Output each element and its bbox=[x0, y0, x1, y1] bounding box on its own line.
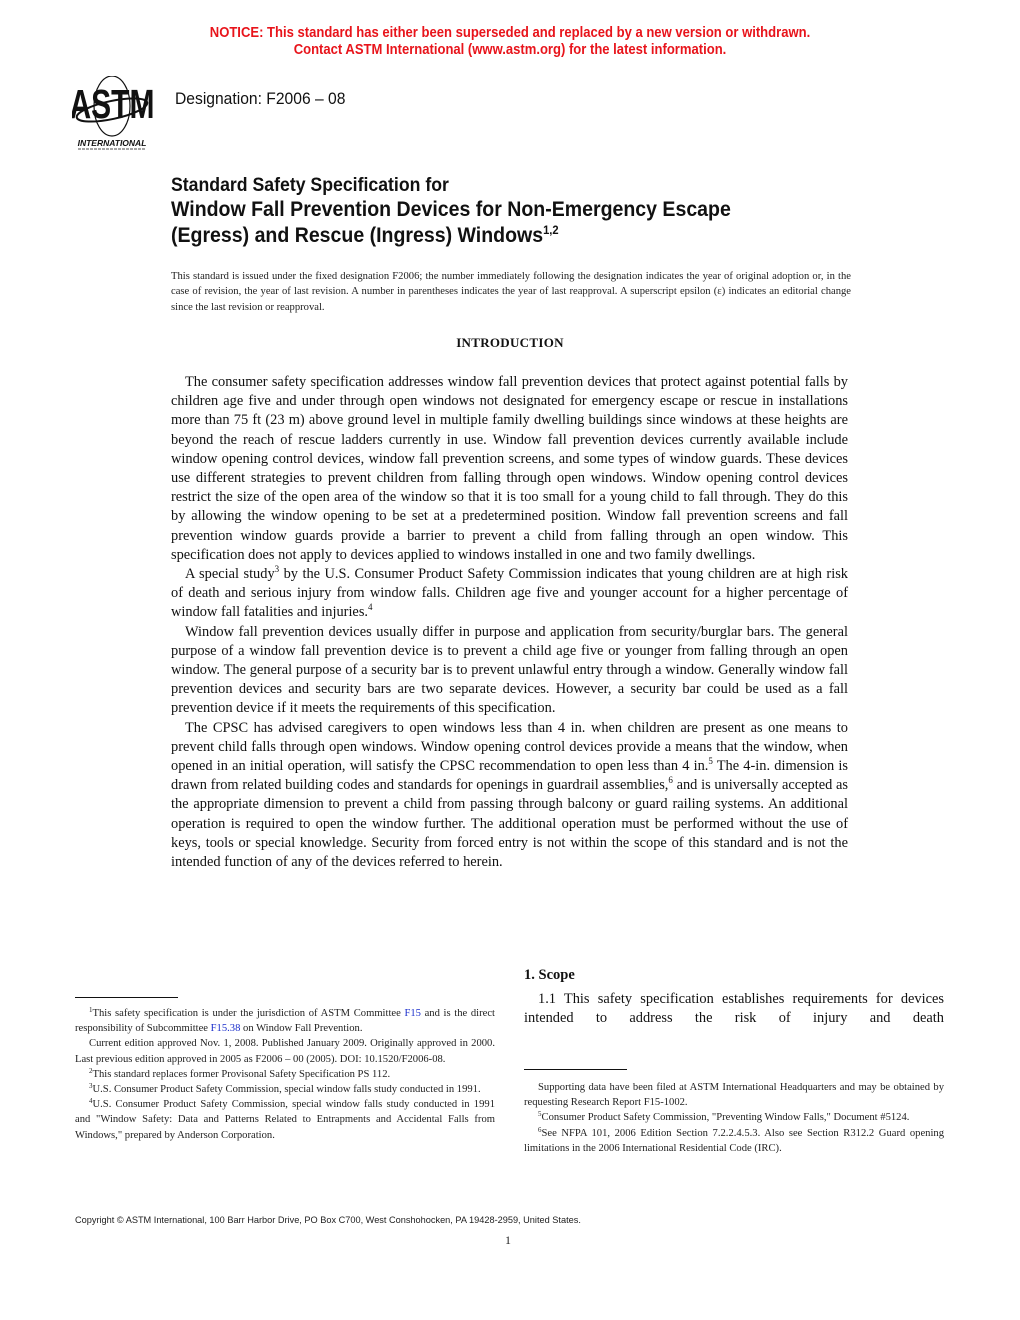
section-1-body bbox=[524, 990, 944, 1028]
introduction-body bbox=[171, 373, 848, 872]
footnote-1: $^1$This safety specification is under the jurisdiction of ASTM Committee F15 and is the direct responsibility of Subcommittee F15.38 on Window Fall Prevention. bbox=[75, 1006, 495, 1035]
footnotes-right bbox=[524, 1080, 944, 1156]
astm-logo bbox=[72, 76, 162, 150]
designation-preamble: This standard is issued under the fixed designation F2006; the number immediately following the designation indicates the year of original adoption or, in the case of revision, the year of last revision. A number in parentheses indicates the year of last reapproval. A superscript epsilon (ε) indicates an editorial change since the last revision or reapproval. bbox=[171, 271, 851, 313]
title-line-1: Standard Safety Specification for bbox=[171, 175, 449, 196]
footnote-6: $^6$See NFPA 101, 2006 Edition Section 7.2.2.4.5.3. Also see Section R312.2 Guard opening limitations in the 2006 International Residential Code (IRC). bbox=[524, 1125, 944, 1154]
document-title bbox=[171, 175, 731, 249]
subcommittee-f15-38-link[interactable]: F15.38 bbox=[210, 1023, 241, 1035]
committee-f15-link[interactable]: F15 bbox=[404, 1008, 421, 1019]
footnote-5: $^5$Consumer Product Safety Commission, "Preventing Window Falls," Document #5124. bbox=[538, 1110, 910, 1124]
footnotes-left bbox=[75, 1006, 495, 1143]
footnote-1-edition: Current edition approved Nov. 1, 2008. Published January 2009. Originally approved in 2000. Last previous edition approved in 2005 as F2006 – 00 (2005). DOI: 10.1520/F2006-08. bbox=[75, 1038, 495, 1065]
superseded-notice bbox=[51, 25, 969, 59]
scope-paragraph-1-1: 1.1 This safety specification establishes requirements for devices intended to address the risk of injury and death bbox=[524, 991, 944, 1027]
footnote-divider-right bbox=[524, 1069, 627, 1070]
svg-text:INTERNATIONAL: INTERNATIONAL bbox=[77, 138, 147, 148]
footnote-ref-4[interactable]: 4 bbox=[368, 602, 373, 613]
notice-line-2: Contact ASTM International (www.astm.org) for the latest information. bbox=[293, 42, 727, 58]
footnote-2: $^2$This standard replaces former Provisonal Safety Specification PS 112. bbox=[89, 1066, 391, 1080]
intro-paragraph-2: A special study$^3$ by the U.S. Consumer Product Safety Commission indicates that young children are at high risk of death and serious injury from window falls. Children age five and younger account for a higher percentage of window fall fatalities and injuries.$^4$ bbox=[171, 564, 848, 621]
copyright-line: Copyright © ASTM International, 100 Barr Harbor Drive, PO Box C700, West Conshohocken, PA 19428-2959, United States. bbox=[75, 1215, 581, 1225]
intro-paragraph-1: The consumer safety specification addresses window fall prevention devices that protect against potential falls by children age five and under through open windows not designated for emergency escape or rescue in installations more than 75 ft (23 m) above ground level in multiple family dwelling buildings since windows at these heights are beyond the reach of rescue ladders currently in use. Window fall prevention devices currently available include window opening control devices, window fall prevention screens, and some types of window guards. These devices use different strategies to prevent children from falling through open windows. Window opening control devices restrict the size of the open area of the window so that it is too small for a young child to fall through. They do this by allowing the window opening to be set at a predetermined position. Window fall prevention screens and fall prevention window guards provide a barrier to prevent a child from falling through an open window. This specification does not apply to devices applied to windows installed in one and two family dwellings. bbox=[171, 374, 848, 563]
svg-text:ASTM: ASTM bbox=[72, 81, 155, 127]
footnote-3: $^3$U.S. Consumer Product Safety Commission, special window falls study conducted in 1991. bbox=[89, 1082, 481, 1096]
title-line-3: (Egress) and Rescue (Ingress) Windows$^{1,2}$ bbox=[171, 223, 559, 247]
footnote-ref-3[interactable]: 3 bbox=[274, 564, 280, 575]
introduction-heading: INTRODUCTION bbox=[456, 335, 564, 350]
astm-international-logo-icon bbox=[72, 76, 162, 150]
title-line-2: Window Fall Prevention Devices for Non-Emergency Escape bbox=[171, 198, 731, 221]
footnote-divider-left bbox=[75, 997, 178, 998]
section-1-heading: 1. Scope bbox=[524, 967, 575, 983]
footnote-4: $^4$U.S. Consumer Product Safety Commission, special window falls study conducted in 1991 and "Window Safety: Data and Patterns Related to Entrapments and Accidental Falls from Windows," prepared by Anderson Corporation. bbox=[75, 1097, 495, 1141]
title-footnote-refs[interactable]: 1,2 bbox=[543, 223, 559, 237]
supporting-data-note: Supporting data have been filed at ASTM International Headquarters and may be obtained by requesting Research Report F15-1002. bbox=[524, 1082, 944, 1109]
footnote-ref-6[interactable]: 6 bbox=[668, 775, 673, 786]
designation: Designation: F2006 – 08 bbox=[175, 89, 346, 108]
intro-paragraph-3: Window fall prevention devices usually differ in purpose and application from security/burglar bars. The general purpose of a window fall prevention device is to prevent a child age five or younger from falling through an open window. The general purpose of a security bar is to prevent unlawful entry through a window. Generally window fall prevention devices and security bars are two separate devices. However, a security bar could be used as a fall prevention device if it meets the requirements of this specification. bbox=[171, 623, 848, 717]
intro-paragraph-4: The CPSC has advised caregivers to open windows less than 4 in. when children are present as one means to prevent child falls through open windows. Window opening control devices provide a means that the window, when opened in an initial operation, will satisfy the CPSC recommendation to open less than 4 in.$^5$ The 4-in. dimension is drawn from related building codes and standards for openings in guardrail assemblies,$^6$ and is universally accepted as the appropriate dimension to prevent a child from passing through balcony or guard railing systems. An additional operation is required to open the window further. The additional operation must be performed without the use of keys, tools or special knowledge. Security from forced entry is not within the scope of this standard and is not the intended function of any of the devices referred to herein. bbox=[171, 719, 849, 871]
notice-line-1: NOTICE: This standard has either been superseded and replaced by a new version or withdrawn. bbox=[209, 25, 811, 41]
footnote-ref-5[interactable]: 5 bbox=[708, 756, 713, 767]
page-number: 1 bbox=[505, 1233, 511, 1247]
